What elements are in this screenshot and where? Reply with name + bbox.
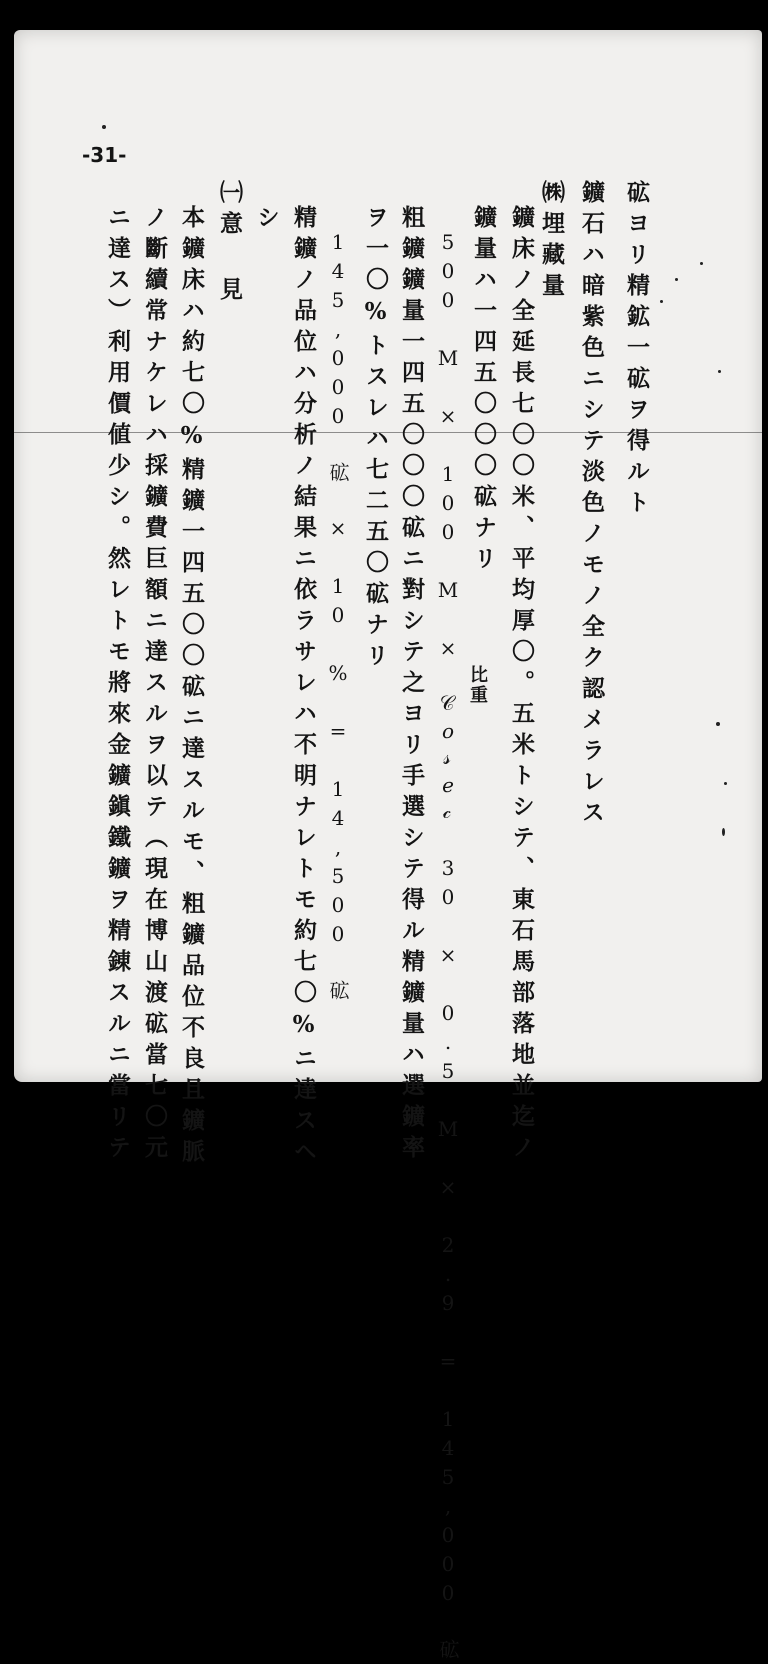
section-heading-opinion: ㈠意 見: [216, 180, 243, 308]
speck: [722, 828, 725, 836]
section-heading-reserves: ㈱埋藏量: [538, 180, 565, 304]
speck: [700, 262, 703, 265]
annotation-specific-gravity: 比重: [467, 665, 488, 705]
text-column-1: 砿ヨリ精鉱一砿ヲ得ルト: [623, 180, 650, 521]
speck: [716, 722, 720, 726]
page-number: -31-: [82, 143, 127, 167]
text-column-10: 精鑛ノ品位ハ分析ノ結果ニ依ラサレハ不明ナレトモ約七〇%ニ達スヘ: [290, 205, 317, 1170]
text-column-11: シ: [253, 205, 280, 236]
text-column-2: 鑛石ハ暗紫色ニシテ淡色ノモノ全ク認メラレス: [578, 180, 605, 831]
speck: [724, 782, 727, 785]
text-column-7: 粗鑛鑛量一四五〇〇〇砿ニ對シテ之ヨリ手選シテ得ル精鑛量ハ選鑛率: [398, 205, 425, 1166]
text-column-8: ヲ一〇%トスレハ七二五〇砿ナリ: [362, 205, 389, 674]
speck: [660, 300, 663, 303]
text-column-15: ニ達ス）利用價値少シ。然レトモ將來金鑛鎭鐵鑛ヲ精錬スルニ當リテ: [104, 205, 131, 1166]
calculation-reserves: 500 M × 100 M × 𝒞𝑜𝓈𝑒𝒸 30 × 0.5 M × 2.9 = 145,000 砿: [436, 230, 460, 1664]
speck: [102, 125, 106, 129]
speck: [675, 278, 678, 281]
text-column-4: 鑛床ノ全延長七〇〇米、平均厚〇。五米トシテ、東石馬部落地並迄ノ: [508, 205, 535, 1166]
text-column-14: ノ斷續常ナケレハ採鑛費巨額ニ達スルヲ以テ（現在博山渡砿當七〇元: [141, 205, 168, 1166]
calculation-concentrate: 145,000 砿 × 10 % = 14,500 砿: [326, 230, 350, 1005]
speck: [718, 370, 721, 373]
text-column-13: 本鑛床ハ約七〇%精鑛一四五〇〇砿ニ達スルモ、粗鑛品位不良且鑛脈: [178, 205, 205, 1170]
text-column-5: 鑛量ハ一四五〇〇〇砿ナリ: [470, 205, 497, 577]
